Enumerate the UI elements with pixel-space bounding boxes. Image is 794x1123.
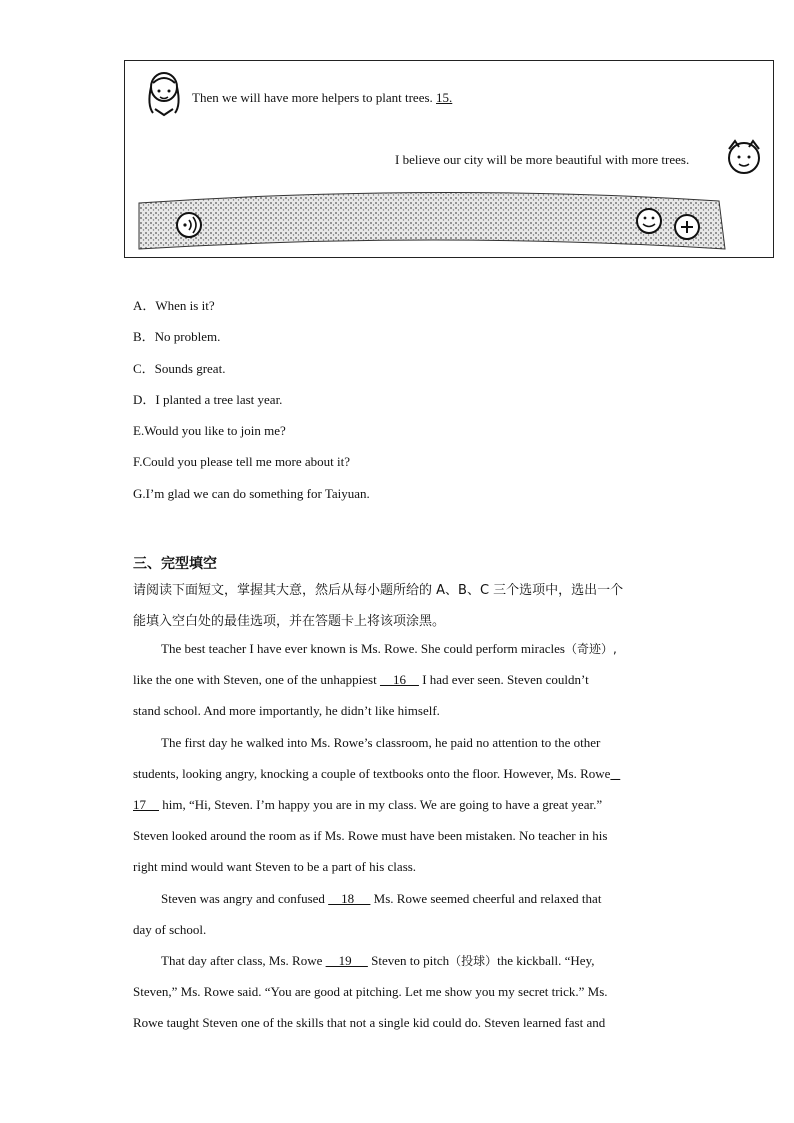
passage-line [133,797,673,828]
passage-text: The best teacher I have ever known is Ms. Rowe. She could perform miracles [161,641,565,656]
emoji-icon [637,209,661,233]
passage-text: the kickball. “Hey, [497,952,595,968]
option-c: C．Sounds great. [133,360,226,376]
section-title: 三、完型填空 [133,556,217,572]
passage-line [133,641,673,672]
blank-15: 15. [436,90,453,105]
options-list [133,298,370,517]
passage [133,641,673,1046]
passage-line: Rowe taught Steven one of the skills that not a single kid could do. Steven learned fast and [133,1015,606,1031]
blank-17: 17 [133,796,159,812]
voice-icon [177,213,201,237]
passage-line [133,766,673,797]
passage-text: Steven was angry and confused [161,890,325,906]
option-d: D．I planted a tree last year. [133,391,283,407]
passage-text: Steven to pitch [371,952,450,968]
passage-line: Steven looked around the room as if Ms. Rowe must have been mistaken. No teacher in his [133,828,608,844]
passage-text: I had ever seen. Steven couldn’t [422,672,589,688]
chat-input-bar [135,187,735,255]
passage-line: right mind would want Steven to be a part of his class. [133,859,417,875]
passage-text-cn: （奇迹）, [564,642,617,656]
blank-16: 16 [379,672,419,688]
girl-avatar-icon [139,69,189,119]
option-g: G.I’m glad we can do something for Taiyuan. [133,485,370,501]
instruction-line-2: 能填入空白处的最佳选项，并在答题卡上将该项涂黑。 [133,614,446,629]
passage-text: like the one with Steven, one of the unhappiest [133,672,377,688]
option-b: B．No problem. [133,329,221,345]
instruction-line-1: 请阅读下面短文，掌握其大意，然后从每小题所给的 A、B、C 三个选项中，选出一个 [133,583,624,598]
passage-line: stand school. And more importantly, he didn’t like himself. [133,703,440,719]
dialog-box [124,60,774,258]
passage-text: That day after class, Ms. Rowe [161,952,323,968]
plus-icon [675,215,699,239]
passage-text-cn: （投球） [449,953,498,968]
option-f: F.Could you please tell me more about it? [133,454,351,470]
dialog-line-1 [192,90,458,106]
boy-avatar-icon [721,135,767,177]
passage-line [133,672,673,703]
passage-line [133,953,673,984]
passage-text: Ms. Rowe seemed cheerful and relaxed that [373,890,602,906]
passage-line: Steven,” Ms. Rowe said. “You are good at pitching. Let me show you my secret trick.” Ms. [133,984,608,1000]
passage-line: The first day he walked into Ms. Rowe’s classroom, he paid no attention to the other [161,734,601,750]
passage-text: _ [610,765,621,781]
passage-line [133,891,673,922]
passage-line: day of school. [133,921,207,937]
option-a: A．When is it? [133,298,215,313]
passage-text: him, “Hi, Steven. I’m happy you are in my class. We are going to have a great year.” [162,796,603,812]
blank-18: 18 [328,890,371,906]
blank-19: 19 [325,952,368,968]
passage-text: students, looking angry, knocking a couple of textbooks onto the floor. However, Ms. Rowe [133,765,611,781]
dialog-line-2: I believe our city will be more beautiful with more trees. [395,152,690,167]
dialog-line-1-text: Then we will have more helpers to plant trees. [192,90,433,105]
option-e: E.Would you like to join me? [133,423,286,439]
